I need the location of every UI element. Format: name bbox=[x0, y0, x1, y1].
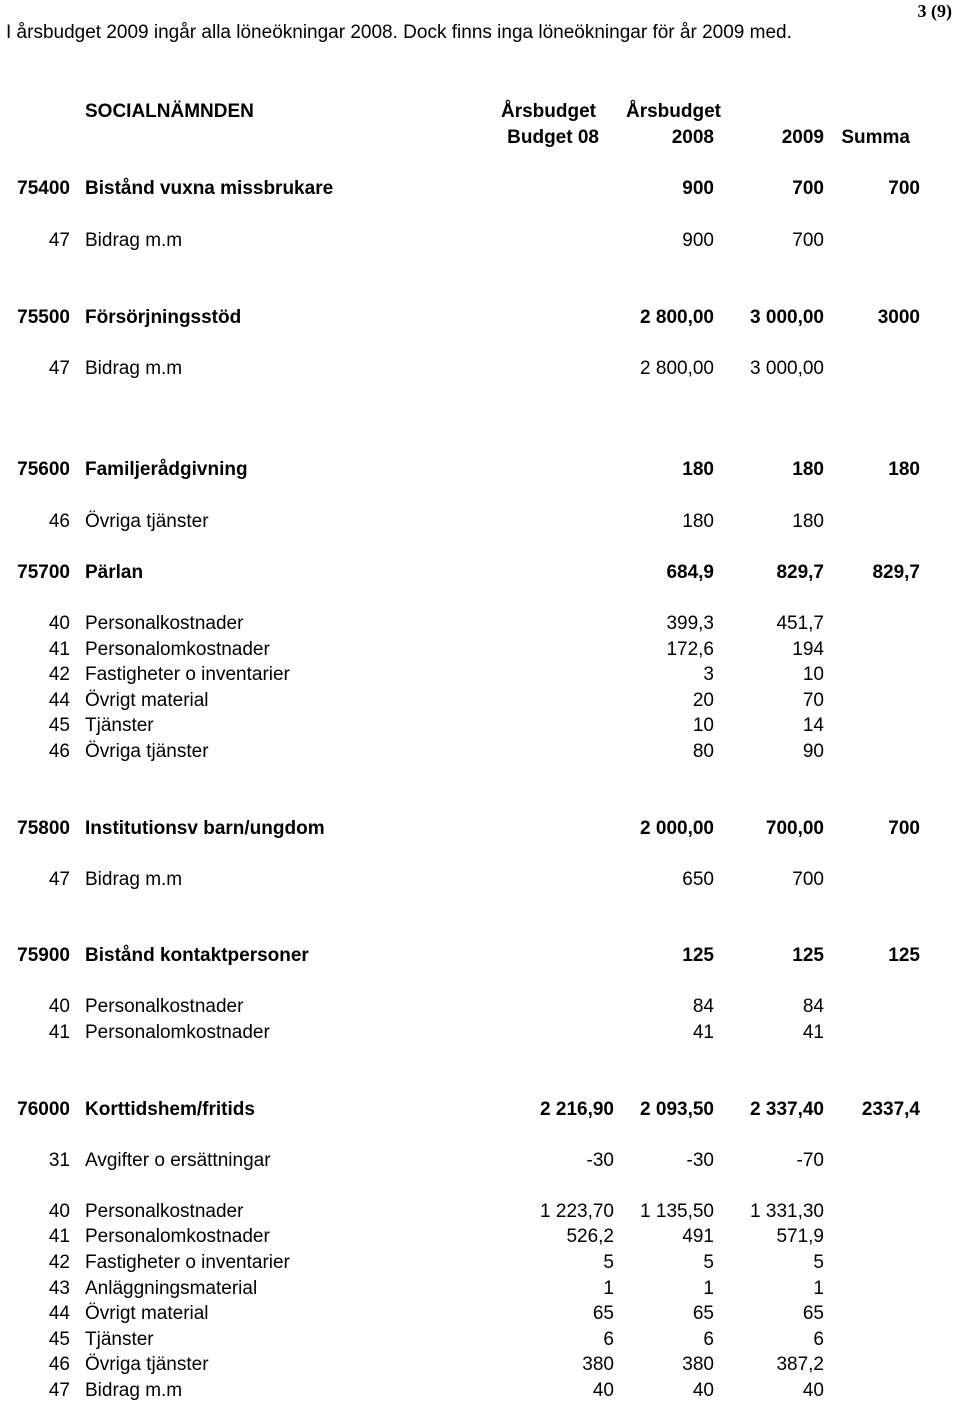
table-row bbox=[0, 690, 960, 712]
row-code: 75500 bbox=[17, 307, 70, 328]
row-value-2008: 1 bbox=[703, 1278, 714, 1299]
table-row bbox=[0, 945, 960, 967]
row-label: Anläggningsmaterial bbox=[85, 1278, 258, 1299]
row-label: Övrigt material bbox=[85, 690, 209, 711]
row-label: Tjänster bbox=[85, 715, 154, 736]
table-row bbox=[0, 1099, 960, 1121]
row-value-2009: 194 bbox=[792, 639, 824, 660]
row-label: Försörjningsstöd bbox=[85, 307, 242, 328]
row-label: Personalomkostnader bbox=[85, 1022, 270, 1043]
row-summa: 700 bbox=[888, 178, 920, 199]
row-code: 40 bbox=[48, 996, 70, 1017]
row-value-2009: 180 bbox=[792, 459, 824, 480]
row-value-2008: 172,6 bbox=[666, 639, 714, 660]
row-value-2009: 180 bbox=[792, 511, 824, 532]
row-code: 31 bbox=[48, 1150, 70, 1171]
row-label: Fastigheter o inventarier bbox=[85, 1252, 290, 1273]
row-value-2009: 700 bbox=[792, 230, 824, 251]
row-code: 44 bbox=[48, 690, 70, 711]
row-label: Bidrag m.m bbox=[85, 358, 183, 379]
row-code: 76000 bbox=[17, 1099, 70, 1120]
row-code: 46 bbox=[48, 1354, 70, 1375]
table-row bbox=[0, 307, 960, 329]
row-budget08: 1 223,70 bbox=[540, 1201, 614, 1222]
row-value-2008: 2 000,00 bbox=[640, 818, 714, 839]
table-row bbox=[0, 741, 960, 763]
row-value-2009: 700 bbox=[792, 178, 824, 199]
row-value-2009: 125 bbox=[792, 945, 824, 966]
row-label: Övriga tjänster bbox=[85, 741, 209, 762]
row-value-2008: 3 bbox=[703, 664, 714, 685]
row-summa: 3000 bbox=[877, 307, 920, 328]
row-value-2009: 571,9 bbox=[776, 1226, 824, 1247]
row-value-2009: 40 bbox=[802, 1380, 824, 1401]
header-arsbudget-1: Årsbudget bbox=[501, 101, 596, 122]
row-value-2008: 125 bbox=[682, 945, 714, 966]
row-value-2008: 2 800,00 bbox=[640, 358, 714, 379]
row-value-2009: 6 bbox=[813, 1329, 824, 1350]
row-value-2008: -30 bbox=[686, 1150, 714, 1171]
row-value-2009: 3 000,00 bbox=[750, 307, 824, 328]
table-row bbox=[0, 1278, 960, 1300]
row-label: Bistånd vuxna missbrukare bbox=[85, 178, 334, 199]
row-value-2008: 65 bbox=[692, 1303, 714, 1324]
row-value-2009: 65 bbox=[802, 1303, 824, 1324]
table-row bbox=[0, 639, 960, 661]
row-code: 75400 bbox=[17, 178, 70, 199]
row-label: Övrigt material bbox=[85, 1303, 209, 1324]
row-value-2008: 2 800,00 bbox=[640, 307, 714, 328]
row-value-2008: 10 bbox=[692, 715, 714, 736]
row-summa: 700 bbox=[888, 818, 920, 839]
row-value-2008: 491 bbox=[682, 1226, 714, 1247]
row-summa: 2337,4 bbox=[861, 1099, 920, 1120]
row-label: Övriga tjänster bbox=[85, 511, 209, 532]
table-row bbox=[0, 869, 960, 891]
row-code: 43 bbox=[48, 1278, 70, 1299]
row-value-2009: 41 bbox=[802, 1022, 824, 1043]
row-value-2009: 90 bbox=[802, 741, 824, 762]
row-value-2009: 451,7 bbox=[776, 613, 824, 634]
row-code: 47 bbox=[48, 358, 70, 379]
row-value-2009: 3 000,00 bbox=[750, 358, 824, 379]
row-value-2008: 80 bbox=[692, 741, 714, 762]
row-value-2008: 900 bbox=[682, 178, 714, 199]
row-label: Bidrag m.m bbox=[85, 869, 183, 890]
row-value-2009: 387,2 bbox=[776, 1354, 824, 1375]
header-budget08: Budget 08 bbox=[507, 127, 599, 148]
row-code: 44 bbox=[48, 1303, 70, 1324]
row-code: 75600 bbox=[17, 459, 70, 480]
row-value-2009: 84 bbox=[802, 996, 824, 1017]
table-row bbox=[0, 613, 960, 635]
row-value-2008: 900 bbox=[682, 230, 714, 251]
row-code: 75800 bbox=[17, 818, 70, 839]
row-label: Personalomkostnader bbox=[85, 1226, 270, 1247]
table-row bbox=[0, 1354, 960, 1376]
row-label: Institutionsv barn/ungdom bbox=[85, 818, 325, 839]
row-value-2008: 84 bbox=[692, 996, 714, 1017]
row-value-2008: 2 093,50 bbox=[640, 1099, 714, 1120]
header-summa: Summa bbox=[841, 127, 910, 148]
row-label: Bidrag m.m bbox=[85, 1380, 183, 1401]
row-budget08: 6 bbox=[603, 1329, 614, 1350]
row-value-2008: 684,9 bbox=[666, 562, 714, 583]
row-code: 46 bbox=[48, 511, 70, 532]
row-value-2008: 380 bbox=[682, 1354, 714, 1375]
row-value-2009: 70 bbox=[802, 690, 824, 711]
row-value-2009: -70 bbox=[796, 1150, 824, 1171]
row-label: Bistånd kontaktpersoner bbox=[85, 945, 309, 966]
row-budget08: 380 bbox=[582, 1354, 614, 1375]
row-label: Korttidshem/fritids bbox=[85, 1099, 255, 1120]
row-label: Familjerådgivning bbox=[85, 459, 248, 480]
header-2008: 2008 bbox=[671, 127, 714, 148]
row-code: 47 bbox=[48, 1380, 70, 1401]
table-row bbox=[0, 358, 960, 380]
row-budget08: 2 216,90 bbox=[540, 1099, 614, 1120]
row-label: Fastigheter o inventarier bbox=[85, 664, 290, 685]
table-row bbox=[0, 818, 960, 840]
row-budget08: -30 bbox=[586, 1150, 614, 1171]
row-label: Personalkostnader bbox=[85, 1201, 244, 1222]
table-row bbox=[0, 230, 960, 252]
row-value-2009: 14 bbox=[802, 715, 824, 736]
table-row bbox=[0, 1022, 960, 1044]
table-row bbox=[0, 1252, 960, 1274]
row-value-2008: 180 bbox=[682, 511, 714, 532]
row-value-2008: 180 bbox=[682, 459, 714, 480]
row-label: Personalkostnader bbox=[85, 996, 244, 1017]
table-row bbox=[0, 511, 960, 533]
department-title: SOCIALNÄMNDEN bbox=[85, 101, 254, 122]
row-value-2009: 10 bbox=[802, 664, 824, 685]
row-code: 41 bbox=[48, 1022, 70, 1043]
row-value-2009: 2 337,40 bbox=[750, 1099, 824, 1120]
row-summa: 829,7 bbox=[872, 562, 920, 583]
row-value-2008: 41 bbox=[692, 1022, 714, 1043]
table-row bbox=[0, 1329, 960, 1351]
header-2009: 2009 bbox=[781, 127, 824, 148]
row-code: 41 bbox=[48, 639, 70, 660]
table-row bbox=[0, 1303, 960, 1325]
row-value-2009: 5 bbox=[813, 1252, 824, 1273]
row-budget08: 1 bbox=[603, 1278, 614, 1299]
row-label: Bidrag m.m bbox=[85, 230, 183, 251]
row-budget08: 40 bbox=[592, 1380, 614, 1401]
header-arsbudget-2: Årsbudget bbox=[626, 101, 721, 122]
row-value-2009: 1 bbox=[813, 1278, 824, 1299]
row-code: 75900 bbox=[17, 945, 70, 966]
page-number: 3 (9) bbox=[917, 1, 952, 21]
row-value-2009: 829,7 bbox=[776, 562, 824, 583]
row-summa: 180 bbox=[888, 459, 920, 480]
table-row bbox=[0, 1380, 960, 1402]
row-label: Personalkostnader bbox=[85, 613, 244, 634]
row-budget08: 526,2 bbox=[566, 1226, 614, 1247]
row-label: Avgifter o ersättningar bbox=[85, 1150, 271, 1171]
row-code: 46 bbox=[48, 741, 70, 762]
row-label: Pärlan bbox=[85, 562, 144, 583]
row-value-2009: 1 331,30 bbox=[750, 1201, 824, 1222]
row-code: 47 bbox=[48, 869, 70, 890]
table-row bbox=[0, 459, 960, 481]
row-budget08: 5 bbox=[603, 1252, 614, 1273]
row-budget08: 65 bbox=[592, 1303, 614, 1324]
row-code: 47 bbox=[48, 230, 70, 251]
row-summa: 125 bbox=[888, 945, 920, 966]
row-value-2008: 399,3 bbox=[666, 613, 714, 634]
table-row bbox=[0, 1150, 960, 1172]
row-value-2008: 1 135,50 bbox=[640, 1201, 714, 1222]
row-code: 45 bbox=[48, 715, 70, 736]
row-code: 75700 bbox=[17, 562, 70, 583]
row-code: 41 bbox=[48, 1226, 70, 1247]
table-row bbox=[0, 1226, 960, 1248]
table-row bbox=[0, 664, 960, 686]
row-value-2009: 700,00 bbox=[765, 818, 824, 839]
table-row bbox=[0, 562, 960, 584]
table-row bbox=[0, 1201, 960, 1223]
row-code: 40 bbox=[48, 613, 70, 634]
row-label: Tjänster bbox=[85, 1329, 154, 1350]
table-row bbox=[0, 715, 960, 737]
row-label: Övriga tjänster bbox=[85, 1354, 209, 1375]
row-value-2008: 650 bbox=[682, 869, 714, 890]
row-value-2008: 5 bbox=[703, 1252, 714, 1273]
table-row bbox=[0, 996, 960, 1018]
row-value-2008: 6 bbox=[703, 1329, 714, 1350]
row-value-2009: 700 bbox=[792, 869, 824, 890]
row-code: 45 bbox=[48, 1329, 70, 1350]
row-code: 42 bbox=[48, 1252, 70, 1273]
row-value-2008: 40 bbox=[692, 1380, 714, 1401]
row-code: 42 bbox=[48, 664, 70, 685]
table-row bbox=[0, 178, 960, 200]
row-code: 40 bbox=[48, 1201, 70, 1222]
row-value-2008: 20 bbox=[692, 690, 714, 711]
row-label: Personalomkostnader bbox=[85, 639, 270, 660]
budget-note: I årsbudget 2009 ingår alla löneökningar 2008. Dock finns inga löneökningar för år 2009 med. bbox=[6, 22, 792, 43]
